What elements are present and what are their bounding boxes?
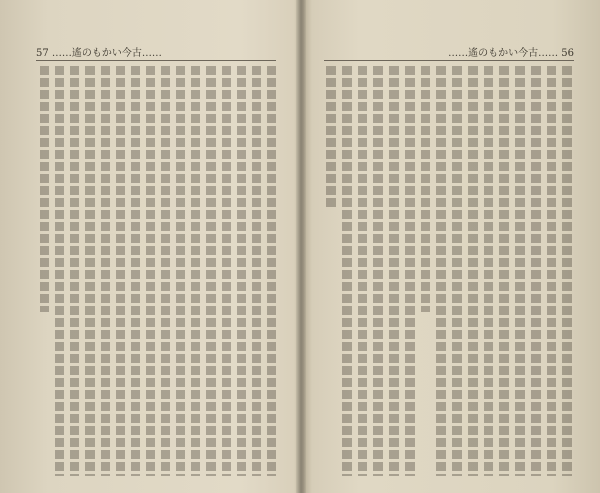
text-column [562,66,572,476]
text-column [176,66,185,476]
text-column [55,66,64,476]
text-column [191,66,200,476]
text-column [326,66,336,210]
right-running-head: ……遙のもかい今古…… [448,48,559,59]
text-column [116,66,125,476]
text-column [515,66,525,476]
text-column [146,66,155,476]
text-column [468,66,478,476]
left-running-head: ……遙のもかい今古…… [51,48,162,59]
text-column [452,66,462,476]
text-column [484,66,494,476]
text-column [237,66,246,476]
text-column [161,66,170,476]
text-column [547,66,557,476]
left-text-columns [40,66,276,476]
text-column [40,66,49,312]
right-page-header [448,44,574,58]
right-page-number: 56 [561,48,574,59]
text-column [373,66,383,476]
left-page-number: 57 [36,48,49,59]
text-column [252,66,261,476]
text-column [222,66,231,476]
text-column [405,66,415,476]
left-page-header [36,44,162,58]
text-column [70,66,79,476]
text-column [389,66,399,476]
left-header-rule [36,60,276,61]
text-column [131,66,140,476]
text-column [421,66,431,312]
text-column [531,66,541,476]
text-column [499,66,509,476]
text-column [342,66,352,476]
text-column [436,66,446,476]
text-column [358,66,368,476]
text-column [206,66,215,476]
text-column [101,66,110,476]
right-text-columns [326,66,572,476]
text-column [85,66,94,476]
right-header-rule [324,60,574,61]
text-column [267,66,276,476]
right-page [304,0,600,493]
